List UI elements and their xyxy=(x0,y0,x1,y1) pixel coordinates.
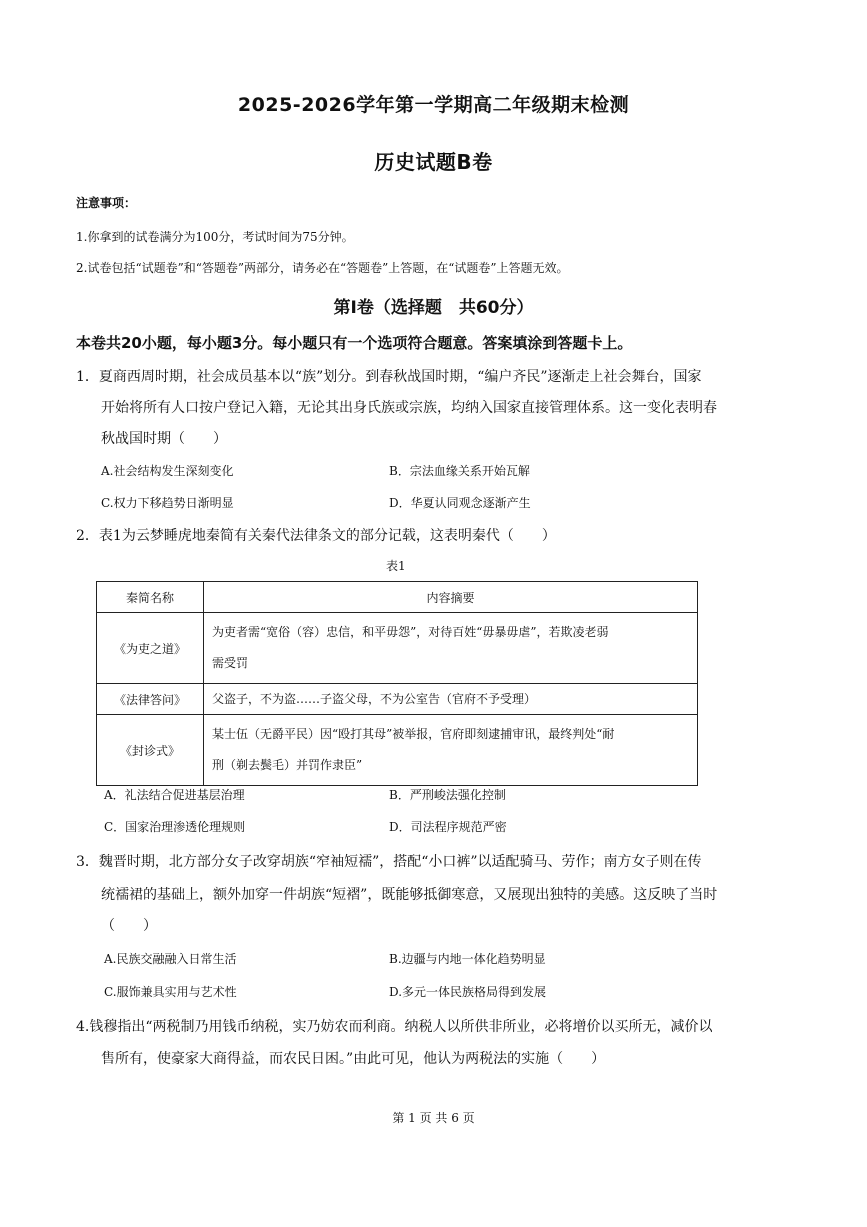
table-row xyxy=(97,613,698,684)
q3-option-d: D.多元一体民族格局得到发展 xyxy=(389,985,547,999)
section-title: 第Ⅰ卷（选择题 共60分） xyxy=(333,298,534,318)
table-cell-name: 《法律答问》 xyxy=(97,684,204,715)
notice-heading: 注意事项： xyxy=(76,196,137,210)
q1-option-b: B．宗法血缘关系开始瓦解 xyxy=(389,464,530,478)
q1-option-d: D．华夏认同观念逐渐产生 xyxy=(389,496,531,510)
table-cell-line: 为吏者需“宽俗（容）忠信，和平毋怨”，对待百姓“毋暴毋虐”，若欺凌老弱 xyxy=(212,625,609,639)
page-number: 第 1 页 共 6 页 xyxy=(392,1111,475,1125)
table-caption: 表1 xyxy=(386,559,406,573)
table-row xyxy=(97,684,698,715)
q3-stem-line-3: （ ） xyxy=(101,918,157,934)
table-header-row xyxy=(97,582,698,613)
q2-option-c: C．国家治理渗透伦理规则 xyxy=(104,820,246,834)
q3-option-c: C.服饰兼具实用与艺术性 xyxy=(104,985,237,999)
table-cell-name: 《为吏之道》 xyxy=(97,613,204,684)
table-header-content: 内容摘要 xyxy=(204,582,698,613)
table-cell-content xyxy=(204,715,698,786)
notice-item-1: 1.你拿到的试卷满分为100分，考试时间为75分钟。 xyxy=(76,230,354,244)
table-cell-content xyxy=(204,684,698,715)
table-cell-line: 需受罚 xyxy=(212,656,249,670)
q3-stem-line-1: 3．魏晋时期，北方部分女子改穿胡族“窄袖短襦”，搭配“小口裤”以适配骑马、劳作；南方女子则在传 xyxy=(76,854,702,870)
q2-option-b: B．严刑峻法强化控制 xyxy=(389,788,506,802)
exam-title: 2025-2026学年第一学期高二年级期末检测 xyxy=(237,94,630,116)
table-cell-line: 某士伍（无爵平民）因“殴打其母”被举报，官府即刻逮捕审讯，最终判处“耐 xyxy=(212,727,615,741)
q3-option-a: A.民族交融融入日常生活 xyxy=(104,952,237,966)
q1-stem-line-1: 1．夏商西周时期，社会成员基本以“族”划分。到春秋战国时期，“编户齐民”逐渐走上社会舞台，国家 xyxy=(76,369,702,385)
exam-subtitle: 历史试题B卷 xyxy=(374,150,493,174)
q3-stem-line-2: 统襦裙的基础上，额外加穿一件胡族“短褶”，既能够抵御寒意，又展现出独特的美感。这反映了当时 xyxy=(101,887,718,903)
q2-option-d: D．司法程序规范严密 xyxy=(389,820,507,834)
q2-stem-line-1: 2．表1为云梦睡虎地秦简有关秦代法律条文的部分记载，这表明秦代（ ） xyxy=(76,528,556,544)
table-cell-line: 刑（剃去鬓毛）并罚作隶臣” xyxy=(212,758,363,772)
table-cell-content xyxy=(204,613,698,684)
table-header-name: 秦简名称 xyxy=(97,582,204,613)
section-instruction: 本卷共20小题，每小题3分。每小题只有一个选项符合题意。答案填涂到答题卡上。 xyxy=(76,334,633,352)
q4-stem-line-1: 4.钱穆指出“两税制乃用钱币纳税，实乃妨农而利商。纳税人以所供非所业，必将增价以买所无，减价以 xyxy=(76,1019,713,1035)
table-cell-name: 《封诊式》 xyxy=(97,715,204,786)
table-row xyxy=(97,715,698,786)
law-table xyxy=(96,581,698,786)
table-cell-line: 父盗子，不为盗……子盗父母，不为公室告（官府不予受理） xyxy=(212,692,537,706)
notice-item-2: 2.试卷包括“试题卷”和“答题卷”两部分，请务必在“答题卷”上答题，在“试题卷”上答题无效。 xyxy=(76,261,569,275)
q1-option-c: C.权力下移趋势日渐明显 xyxy=(101,496,234,510)
q1-stem-line-3: 秋战国时期（ ） xyxy=(101,431,227,447)
q1-stem-line-2: 开始将所有人口按户登记入籍，无论其出身氏族或宗族，均纳入国家直接管理体系。这一变化表明春 xyxy=(101,400,717,416)
q4-stem-line-2: 售所有，使豪家大商得益，而农民日困。”由此可见，他认为两税法的实施（ ） xyxy=(101,1051,606,1067)
q1-option-a: A.社会结构发生深刻变化 xyxy=(101,464,234,478)
q3-option-b: B.边疆与内地一体化趋势明显 xyxy=(389,952,546,966)
q2-option-a: A．礼法结合促进基层治理 xyxy=(104,788,245,802)
